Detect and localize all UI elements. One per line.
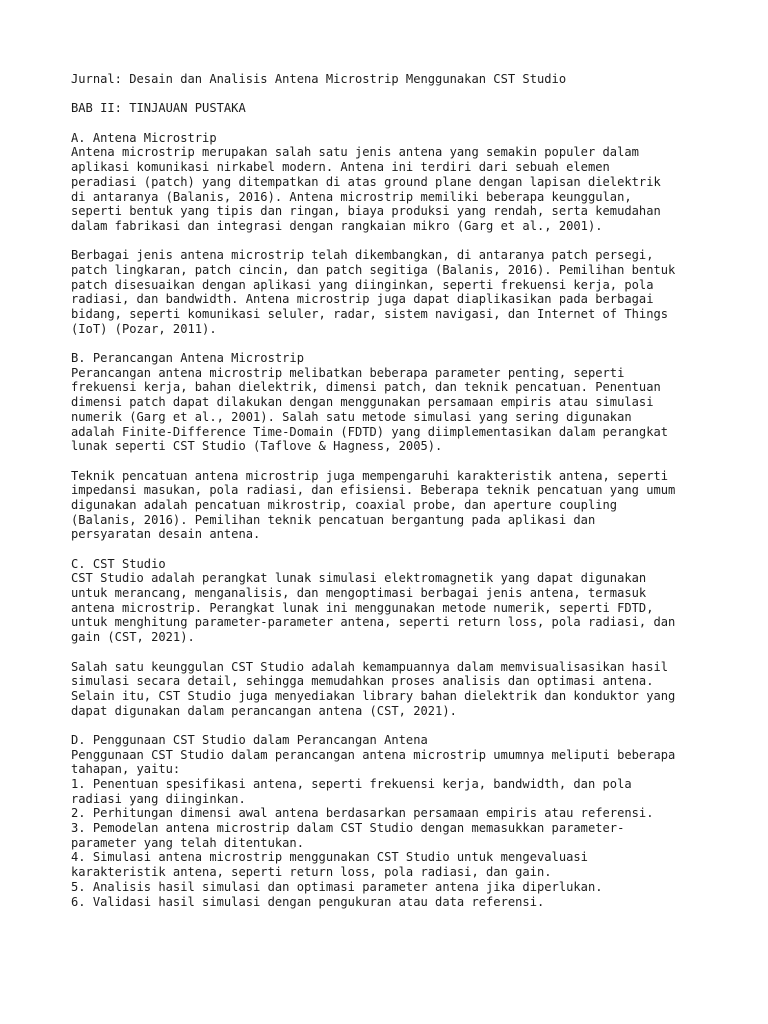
paragraph-line: Antena microstrip merupakan salah satu jenis antena yang semakin populer dalam xyxy=(71,145,639,160)
document-page xyxy=(71,72,711,924)
spacer xyxy=(71,336,711,351)
paragraph-line: radiasi, dan bandwidth. Antena microstrip juga dapat diaplikasikan pada berbagai xyxy=(71,292,654,307)
chapter-heading: BAB II: TINJAUAN PUSTAKA xyxy=(71,101,246,116)
spacer xyxy=(71,234,711,249)
paragraph-line: seperti bentuk yang tipis dan ringan, biaya produksi yang rendah, serta kemudahan xyxy=(71,204,661,219)
paragraph-line: Penggunaan CST Studio dalam perancangan antena microstrip umumnya meliputi beberapa xyxy=(71,747,676,762)
paragraph xyxy=(71,248,711,336)
section-heading: A. Antena Microstrip xyxy=(71,130,217,145)
paragraph-line: adalah Finite-Difference Time-Domain (FDTD) yang diimplementasikan dalam perangkat xyxy=(71,424,669,439)
paragraph-line: untuk menghitung parameter-parameter antena, seperti return loss, pola radiasi, dan xyxy=(71,615,676,630)
paragraph xyxy=(71,571,711,644)
paragraph-line: bidang, seperti komunikasi seluler, radar, sistem navigasi, dan Internet of Things xyxy=(71,307,669,321)
paragraph xyxy=(71,469,711,542)
paragraph-line: 2. Perhitungan dimensi awal antena berdasarkan persamaan empiris atau referensi. xyxy=(71,806,654,821)
paragraph-line: 1. Penentuan spesifikasi antena, seperti frekuensi kerja, bandwidth, dan pola xyxy=(71,777,632,791)
paragraph-line: persyaratan desain antena. xyxy=(71,527,261,542)
paragraph xyxy=(71,145,711,233)
paragraph-line: CST Studio adalah perangkat lunak simulasi elektromagnetik yang dapat digunakan xyxy=(71,571,647,586)
paragraph-line: 4. Simulasi antena microstrip menggunakan CST Studio untuk mengevaluasi xyxy=(71,850,588,865)
spacer xyxy=(71,909,711,924)
paragraph-line: untuk merancang, menganalisis, dan mengoptimasi berbagai jenis antena, termasuk xyxy=(71,586,647,601)
document-title: Jurnal: Desain dan Analisis Antena Microstrip Menggunakan CST Studio xyxy=(71,72,567,86)
paragraph-line: Salah satu keunggulan CST Studio adalah kemampuannya dalam memvisualisasikan hasil xyxy=(71,659,669,674)
paragraph-line: parameter yang telah ditentukan. xyxy=(71,835,304,850)
section-heading: D. Penggunaan CST Studio dalam Perancangan Antena xyxy=(71,732,428,747)
paragraph xyxy=(71,748,711,910)
paragraph-line: (IoT) (Pozar, 2011). xyxy=(71,321,217,336)
paragraph-line: 3. Pemodelan antena microstrip dalam CST Studio dengan memasukkan parameter- xyxy=(71,821,625,836)
paragraph-line: Selain itu, CST Studio juga menyediakan library bahan dielektrik dan konduktor yang xyxy=(71,688,676,703)
paragraph-line: impedansi masukan, pola radiasi, dan efisiensi. Beberapa teknik pencatuan yang umum xyxy=(71,483,676,498)
paragraph-line: (Balanis, 2016). Pemilihan teknik pencatuan bergantung pada aplikasi dan xyxy=(71,512,596,527)
spacer xyxy=(71,718,711,733)
paragraph-line: radiasi yang diinginkan. xyxy=(71,791,246,806)
paragraph-line: antena microstrip. Perangkat lunak ini menggunakan metode numerik, seperti FDTD, xyxy=(71,600,654,615)
paragraph-line: dapat digunakan dalam perancangan antena (CST, 2021). xyxy=(71,703,457,718)
paragraph-line: numerik (Garg et al., 2001). Salah satu metode simulasi yang sering digunakan xyxy=(71,409,632,424)
paragraph-line: karakteristik antena, seperti return loss, pola radiasi, dan gain. xyxy=(71,865,552,880)
paragraph-line: Perancangan antena microstrip melibatkan beberapa parameter penting, seperti xyxy=(71,365,625,380)
paragraph-line: simulasi secara detail, sehingga memudahkan proses analisis dan optimasi antena. xyxy=(71,674,654,689)
section xyxy=(71,557,711,733)
spacer xyxy=(71,116,711,131)
paragraph-line: peradiasi (patch) yang ditempatkan di atas ground plane dengan lapisan dielektrik xyxy=(71,174,661,189)
paragraph-line: lunak seperti CST Studio (Taflove & Hagness, 2005). xyxy=(71,439,443,454)
section xyxy=(71,351,711,557)
paragraph-line: tahapan, yaitu: xyxy=(71,762,181,777)
paragraph-line: patch lingkaran, patch cincin, dan patch segitiga (Balanis, 2016). Pemilihan bentuk xyxy=(71,262,676,277)
paragraph-line: Teknik pencatuan antena microstrip juga mempengaruhi karakteristik antena, seperti xyxy=(71,468,669,483)
spacer xyxy=(71,87,711,102)
section-heading: C. CST Studio xyxy=(71,556,166,571)
paragraph-line: aplikasi komunikasi nirkabel modern. Antena ini terdiri dari sebuah elemen xyxy=(71,160,610,175)
spacer xyxy=(71,542,711,557)
paragraph-line: 5. Analisis hasil simulasi dan optimasi parameter antena jika diperlukan. xyxy=(71,879,603,894)
paragraph-line: frekuensi kerja, bahan dielektrik, dimensi patch, dan teknik pencatuan. Penentuan xyxy=(71,380,661,395)
paragraph-line: gain (CST, 2021). xyxy=(71,630,195,645)
section xyxy=(71,131,711,351)
paragraph-line: di antaranya (Balanis, 2016). Antena microstrip memiliki beberapa keunggulan, xyxy=(71,189,632,204)
section-heading: B. Perancangan Antena Microstrip xyxy=(71,351,304,366)
paragraph xyxy=(71,366,711,454)
paragraph-line: patch disesuaikan dengan aplikasi yang diinginkan, seperti frekuensi kerja, pola xyxy=(71,277,654,292)
paragraph-line: digunakan adalah pencatuan mikrostrip, coaxial probe, dan aperture coupling xyxy=(71,497,618,512)
paragraph xyxy=(71,660,711,719)
paragraph-line: dalam fabrikasi dan integrasi dengan rangkaian mikro (Garg et al., 2001). xyxy=(71,218,603,233)
paragraph-line: dimensi patch dapat dilakukan dengan menggunakan persamaan empiris atau simulasi xyxy=(71,395,654,410)
document-body xyxy=(71,131,711,924)
paragraph-line: 6. Validasi hasil simulasi dengan pengukuran atau data referensi. xyxy=(71,894,545,909)
paragraph-line: Berbagai jenis antena microstrip telah dikembangkan, di antaranya patch persegi, xyxy=(71,248,654,263)
spacer xyxy=(71,454,711,469)
section xyxy=(71,733,711,924)
spacer xyxy=(71,645,711,660)
